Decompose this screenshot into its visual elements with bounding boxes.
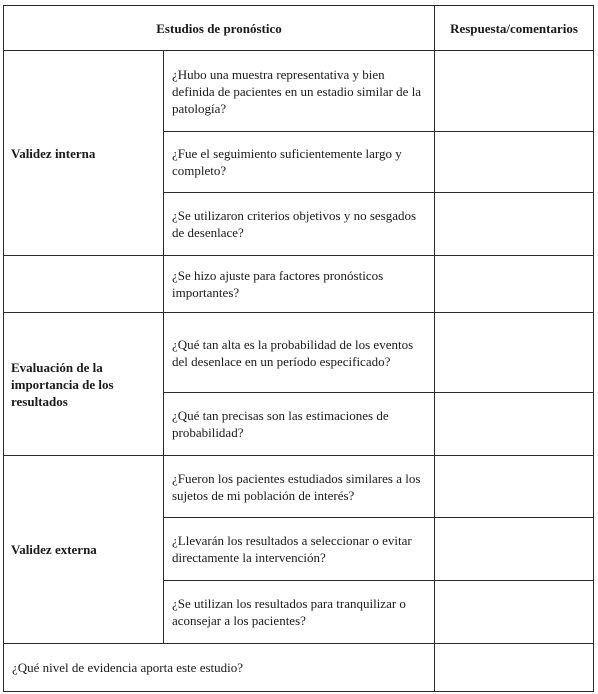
section-empty-cell xyxy=(4,256,164,313)
question-cell: ¿Llevarán los resultados a seleccionar o evitar directamente la intervención? xyxy=(164,518,435,581)
header-studies: Estudios de pronóstico xyxy=(4,6,435,51)
answer-cell[interactable] xyxy=(435,313,594,393)
table-row xyxy=(4,456,594,518)
final-question-cell: ¿Qué nivel de evidencia aporta este estudio? xyxy=(4,644,435,692)
answer-cell[interactable] xyxy=(435,518,594,581)
answer-cell[interactable] xyxy=(435,132,594,193)
answer-cell[interactable] xyxy=(435,644,594,692)
question-cell: ¿Fue el seguimiento suficientemente largo y completo? xyxy=(164,132,435,193)
section-external-validity: Validez externa xyxy=(4,456,164,644)
question-cell: ¿Fueron los pacientes estudiados similares a los sujetos de mi población de interés? xyxy=(164,456,435,518)
answer-cell[interactable] xyxy=(435,51,594,132)
table-row xyxy=(4,644,594,692)
header-row xyxy=(4,6,594,51)
question-cell: ¿Hubo una muestra representativa y bien definida de pacientes en un estadio similar de la patología? xyxy=(164,51,435,132)
answer-cell[interactable] xyxy=(435,256,594,313)
prognosis-appraisal-table xyxy=(3,5,594,692)
section-importance: Evaluación de la importancia de los resultados xyxy=(4,313,164,456)
table-row xyxy=(4,51,594,132)
question-cell: ¿Qué tan alta es la probabilidad de los eventos del desenlace en un período especificado? xyxy=(164,313,435,393)
table-row xyxy=(4,256,594,313)
question-cell: ¿Qué tan precisas son las estimaciones de probabilidad? xyxy=(164,393,435,456)
answer-cell[interactable] xyxy=(435,456,594,518)
answer-cell[interactable] xyxy=(435,393,594,456)
answer-cell[interactable] xyxy=(435,581,594,644)
question-cell: ¿Se utilizan los resultados para tranquilizar o aconsejar a los pacientes? xyxy=(164,581,435,644)
section-internal-validity: Validez interna xyxy=(4,51,164,256)
table-row xyxy=(4,313,594,393)
question-cell: ¿Se utilizaron criterios objetivos y no sesgados de desenlace? xyxy=(164,193,435,256)
header-answers: Respuesta/comentarios xyxy=(435,6,594,51)
answer-cell[interactable] xyxy=(435,193,594,256)
question-cell: ¿Se hizo ajuste para factores pronósticos importantes? xyxy=(164,256,435,313)
